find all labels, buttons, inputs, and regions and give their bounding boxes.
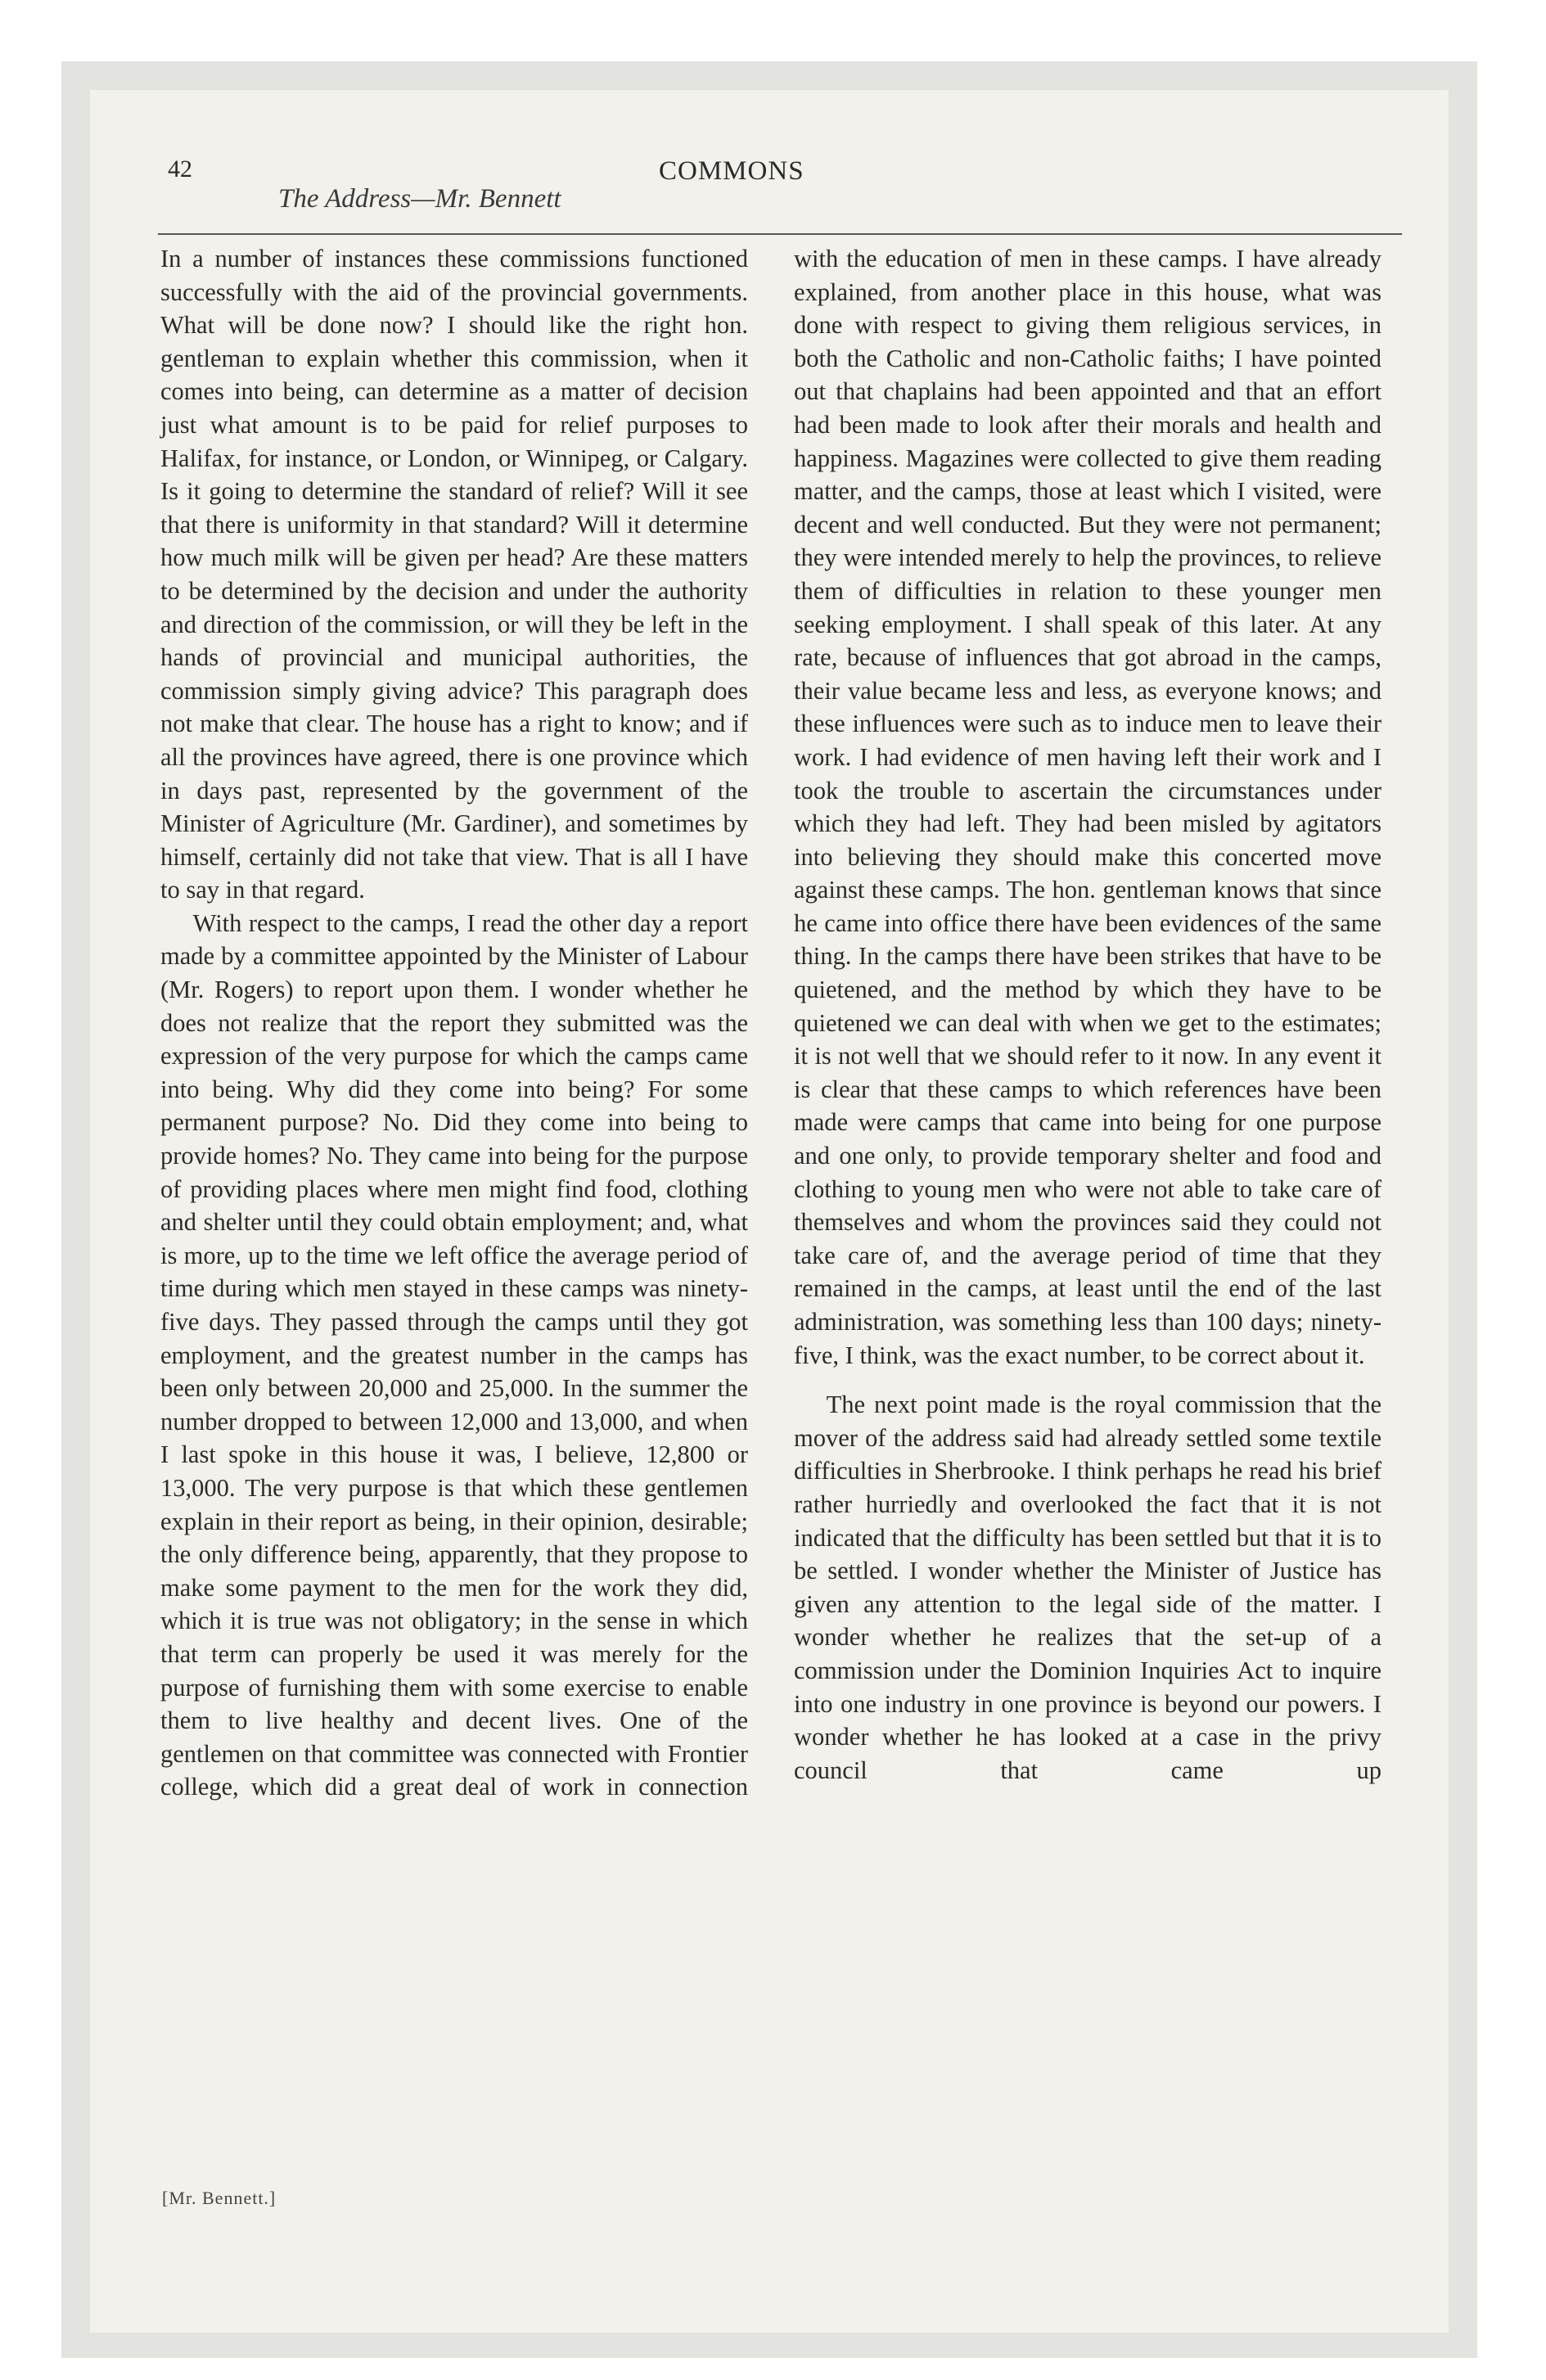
left-column <box>160 242 748 1804</box>
paragraph: The next point made is the royal commission that the mover of the address said had already settled some textile difficulties in Sherbrooke. I think perhaps he read his brief rather hurriedly and overlooked the fact that it is not indicated that the difficulty has been settled but that it is to be settled. I wonder whether the Minister of Justice has given any attention to the legal side of the matter. I wonder whether he realizes that the set-up of a commission under the Dominion Inquiries Act to inquire into one industry in one province is beyond our powers. I wonder whether he has looked at a case in the privy council that came up <box>794 1391 1381 1784</box>
paragraph: with the education of men in these camps. I have already explained, from another place in this house, what was done with respect to giving them religious services, in both the Catholic and non-Catholic faiths; I have pointed out that chaplains had been appointed and that an effort had been made to look after their morals and health and happiness. Magazines were collected to give them reading matter, and the camps, those at least which I visited, were decent and well conducted. But they were not permanent; they were intended merely to help the provinces, to relieve them of difficulties in relation to these younger men seeking employment. I shall speak of this later. At any rate, because of influences that got abroad in the camps, their value became less and less, as everyone knows; and these influences were such as to induce men to leave their work. I had evidence of men having left their work and I took the trouble to ascertain the circumstances under which they had left. They had been misled by agitators into believing they should make this concerted move against these camps. The hon. gentleman knows that since he came into office there have been evidences of the same thing. In the camps there have been strikes that have to be quietened, and the method by which they have to be quietened we can deal with when we get to the estimates; it is not well that we should refer to it now. In any event it is clear that these camps to which references have been made were camps that came into being for one purpose and one only, to provide temporary shelter and food and clothing to young men who were not able to take care of themselves and whom the provinces said they could not take care of, and the average period of time that they remained in the camps, at least until the end of the last administration, was something less than 100 days; ninety-five, I think, was the exact number, to be correct about it. <box>794 245 1381 1369</box>
speaker-footer: [Mr. Bennett.] <box>162 2188 277 2208</box>
paragraph: With respect to the camps, I read the other day a report made by a committee appointed by the Minister of Labour (Mr. Rogers) to report upon them. I wonder whether he does not realize that the report they submitted was the expression of the very purpose for which the camps came into being. Why did they come into being? For some permanent purpose? No. Did they come into being to provide homes? No. They came into being for the purpose of providing places where men might find food, clothing and shelter until they could obtain employment; and, what is more, up to the time we left office the average period of time during which men stayed in these camps was ninety-five days. They passed through the camps until they got employment, and the greatest number in the camps has been only between 20,000 and 25,000. In the summer the number dropped to between 12,000 and 13,000, and when I last spoke in this house it was, I believe, 12,800 or 13,000. The very purpose is that which these gentlemen explain in their report as being, in their opinion, desirable; the only difference being, apparently, that they propose to make some payment to the men for the work they did, which it is true was not obligatory; in the sense in which that term can properly be used it was merely for the purpose of furnishing them with some exercise to enable them to live healthy and decent lives. One of the gentlemen on that committee was connected with Frontier college, which did a great deal of work in connection <box>160 908 748 1801</box>
paragraph: In a number of instances these commissions functioned successfully with the aid of the provincial governments. What will be done now? I should like the right hon. gentleman to explain whether this commission, when it comes into being, can determine as a matter of decision just what amount is to be paid for relief purposes to Halifax, for instance, or London, or Winnipeg, or Calgary. Is it going to determine the standard of relief? Will it see that there is uniformity in that standard? Will it determine how much milk will be given per head? Are these matters to be determined by the decision and under the authority and direction of the commission, or will they be left in the hands of provincial and municipal authorities, the commission simply giving advice? This paragraph does not make that clear. The house has a right to know; and if all the provinces have agreed, there is one province which in days past, represented by the government of the Minister of Agriculture (Mr. Gardiner), and sometimes by himself, certainly did not take that view. That is all I have to say in that regard. <box>160 245 748 904</box>
page-number: 42 <box>168 156 192 183</box>
document-page <box>90 90 1449 2333</box>
section-title: COMMONS <box>659 156 805 186</box>
header-rule <box>158 233 1402 235</box>
running-head: The Address—Mr. Bennett <box>278 184 561 214</box>
right-column <box>794 242 1381 1787</box>
